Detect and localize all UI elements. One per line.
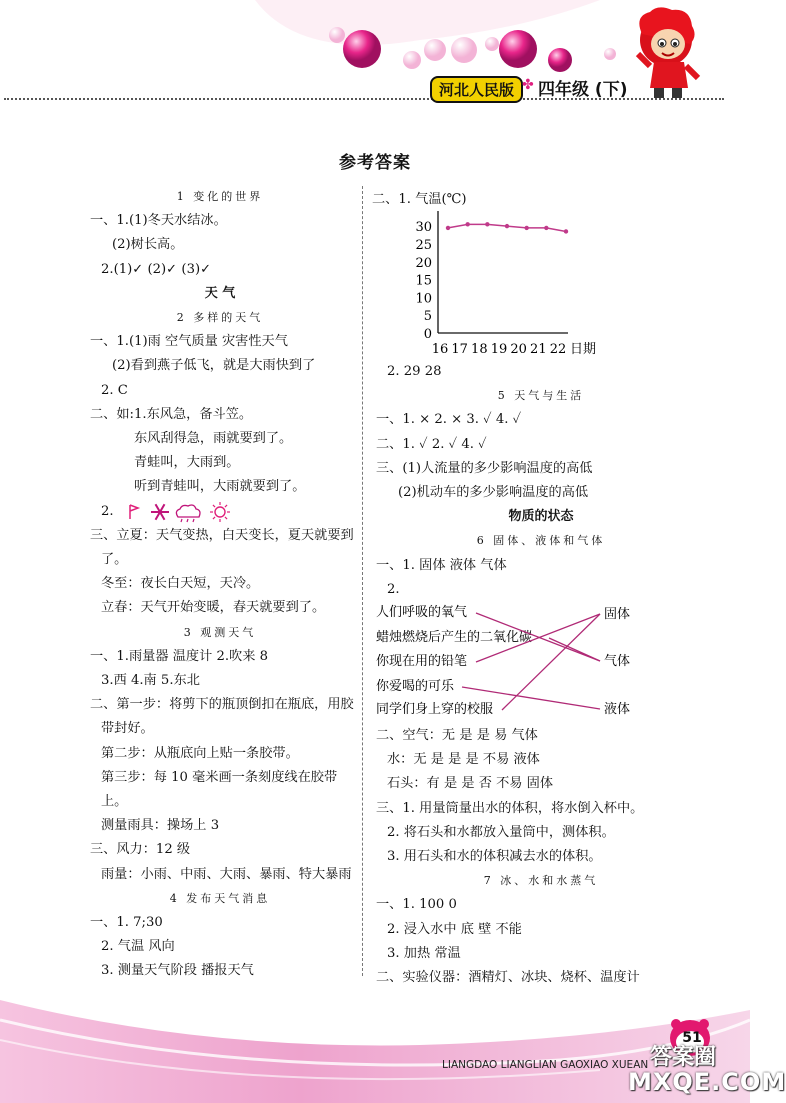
match-left-item: 人们呼吸的氧气 xyxy=(376,605,468,620)
y-tick-label: 10 xyxy=(415,291,432,307)
chart-question-label: 二、1. 气温(℃) xyxy=(372,192,467,207)
section-heading: 2 多样的天气 xyxy=(176,311,264,324)
x-axis-label: 日期 xyxy=(570,342,597,357)
match-left-item: 同学们身上穿的校服 xyxy=(376,702,494,717)
data-point xyxy=(446,226,450,230)
answer-line: 3. 加热 常温 xyxy=(387,945,461,961)
answer-line: 3. 用石头和水的体积减去水的体积。 xyxy=(387,849,602,864)
answer-line: 三、(1)人流量的多少影响温度的高低 xyxy=(376,460,593,476)
x-tick-label: 16 xyxy=(431,342,449,357)
x-tick-label: 17 xyxy=(451,342,468,357)
answer-line: 2. xyxy=(101,503,114,519)
answer-line: 立春：天气开始变暖，春天就要到了。 xyxy=(101,600,326,616)
answer-line: 一、1.(1)雨 空气质量 灾害性天气 xyxy=(90,334,288,350)
section-heading: 7 冰、水和水蒸气 xyxy=(483,874,599,888)
answer-line: 三、立夏：天气变热，白天变长，夏天就要到 xyxy=(90,527,354,543)
answer-line: 2. xyxy=(387,581,400,597)
section-heading: 5 天气与生活 xyxy=(497,389,585,403)
column-divider xyxy=(362,186,363,976)
answer-line: 测量雨具：操场上 3 xyxy=(101,818,220,834)
answer-line: 三、1. 用量筒量出水的体积，将水倒入杯中。 xyxy=(376,800,644,816)
flag-icon xyxy=(130,505,138,519)
answer-line: 2. 将石头和水都放入量筒中，测体积。 xyxy=(387,824,615,840)
answer-line: 冬至：夜长白天短，天冷。 xyxy=(101,576,260,592)
data-point xyxy=(524,226,528,230)
match-line xyxy=(549,638,600,661)
x-tick-label: 19 xyxy=(490,342,508,357)
answer-line: 东风刮得急，雨就要到了。 xyxy=(134,431,293,446)
data-point xyxy=(544,226,548,230)
answer-line: 2. 浸入水中 底 壁 不能 xyxy=(387,921,522,937)
answer-line: 带封好。 xyxy=(101,721,154,737)
answer-line: 第三步：每 10 毫米画一条刻度线在胶带 xyxy=(101,769,338,785)
y-tick-label: 15 xyxy=(415,273,432,289)
answer-line: 雨量：小雨、中雨、大雨、暴雨、特大暴雨 xyxy=(101,866,352,882)
snowflake-icon xyxy=(151,504,169,520)
answer-line: 一、1.(1)冬天水结冰。 xyxy=(90,213,227,229)
answer-line: 第二步：从瓶底向上贴一条胶带。 xyxy=(101,745,299,761)
answer-line: 2.(1)✓ (2)✓ (3)✓ xyxy=(101,261,212,277)
answer-line: 石头：有 是 是 否 不易 固体 xyxy=(387,776,554,792)
section-heading: 1 变化的世界 xyxy=(176,190,264,203)
answer-line: 一、1.雨量器 温度计 2.吹来 8 xyxy=(90,648,269,664)
answer-line: 二、1. ✓ 2. ✓ 4. ✓ xyxy=(376,436,487,452)
match-left-item: 蜡烛燃烧后产生的二氧化碳 xyxy=(376,630,533,645)
answer-line: 2. C xyxy=(101,382,128,398)
section-heading: 3 观测天气 xyxy=(183,625,257,639)
match-right-item: 固体 xyxy=(604,607,631,622)
page-number: 51 xyxy=(682,1030,702,1046)
y-tick-label: 20 xyxy=(415,255,432,271)
page-header xyxy=(0,0,750,115)
answer-line: 三、风力：12 级 xyxy=(90,842,191,858)
answer-line: 二、如:1.东风急，备斗笠。 xyxy=(90,406,253,422)
x-tick-label: 20 xyxy=(510,342,527,357)
mascot-icon xyxy=(628,6,708,101)
sun-icon xyxy=(210,502,230,522)
x-tick-label: 21 xyxy=(530,342,547,357)
answer-line: 3. 测量天气阶段 播报天气 xyxy=(101,963,254,979)
answer-line: 2. 气温 风向 xyxy=(101,939,175,955)
unit-heading: 天 气 xyxy=(204,285,236,301)
answer-line: (2)机动车的多少影响温度的高低 xyxy=(398,485,589,500)
answer-line: 二、第一步：将剪下的瓶顶倒扣在瓶底，用胶 xyxy=(90,697,354,713)
match-left-item: 你爱喝的可乐 xyxy=(376,679,455,694)
answer-line: 了。 xyxy=(101,552,128,567)
answer-line: 一、1. 7;30 xyxy=(90,915,163,930)
y-tick-label: 0 xyxy=(423,327,432,342)
data-point xyxy=(505,224,509,228)
data-point xyxy=(485,222,489,226)
match-right-item: 气体 xyxy=(604,654,631,669)
x-tick-label: 22 xyxy=(549,342,567,357)
watermark-top: 答案圈 xyxy=(650,1045,717,1070)
data-point xyxy=(465,222,469,226)
section-heading: 4 发布天气消息 xyxy=(169,891,271,905)
cloud-icon xyxy=(176,505,200,522)
clover-icon: ✤ xyxy=(522,77,534,93)
match-right-item: 液体 xyxy=(604,702,631,717)
y-tick-label: 30 xyxy=(415,220,432,236)
answer-line: (2)树长高。 xyxy=(112,237,184,253)
answer-line: 青蛙叫，大雨到。 xyxy=(134,455,240,471)
series-name: LIANGDAO LIANGLIAN GAOXIAO XUEAN xyxy=(442,1059,649,1071)
answer-line: 一、1. 固体 液体 气体 xyxy=(376,557,507,573)
y-tick-label: 25 xyxy=(415,237,432,253)
unit-heading: 物质的状态 xyxy=(508,509,574,525)
answer-line: 听到青蛙叫，大雨就要到了。 xyxy=(134,479,306,495)
y-tick-label: 5 xyxy=(423,309,432,325)
answer-line: 一、1. × 2. × 3. ✓ 4. ✓ xyxy=(376,412,522,428)
watermark: MXQE.COM xyxy=(628,1068,786,1096)
answer-line: 水：无 是 是 是 不易 液体 xyxy=(387,752,540,768)
temperature-chart xyxy=(398,205,608,360)
match-left-item: 你现在用的铅笔 xyxy=(376,654,468,669)
matching-exercise xyxy=(374,597,644,722)
grade-label: 四年级 (下) xyxy=(538,80,628,100)
edition-badge: 河北人民版 xyxy=(430,76,523,103)
answer-line: 一、1. 100 0 xyxy=(376,897,457,913)
answer-line: 二、空气：无 是 是 易 气体 xyxy=(376,728,538,743)
weather-icons xyxy=(126,501,236,523)
page-title: 参考答案 xyxy=(339,153,411,173)
answer-line: 2. 29 28 xyxy=(387,364,442,379)
answer-line: (2)看到燕子低飞，就是大雨快到了 xyxy=(112,358,316,374)
answer-line: 上。 xyxy=(101,794,128,809)
section-heading: 6 固体、液体和气体 xyxy=(476,534,606,548)
x-tick-label: 18 xyxy=(471,342,488,357)
answer-line: 3.西 4.南 5.东北 xyxy=(101,673,200,688)
chart-axes xyxy=(438,211,568,333)
answer-line: 二、实验仪器：酒精灯、冰块、烧杯、温度计 xyxy=(376,970,640,985)
data-point xyxy=(564,229,568,233)
